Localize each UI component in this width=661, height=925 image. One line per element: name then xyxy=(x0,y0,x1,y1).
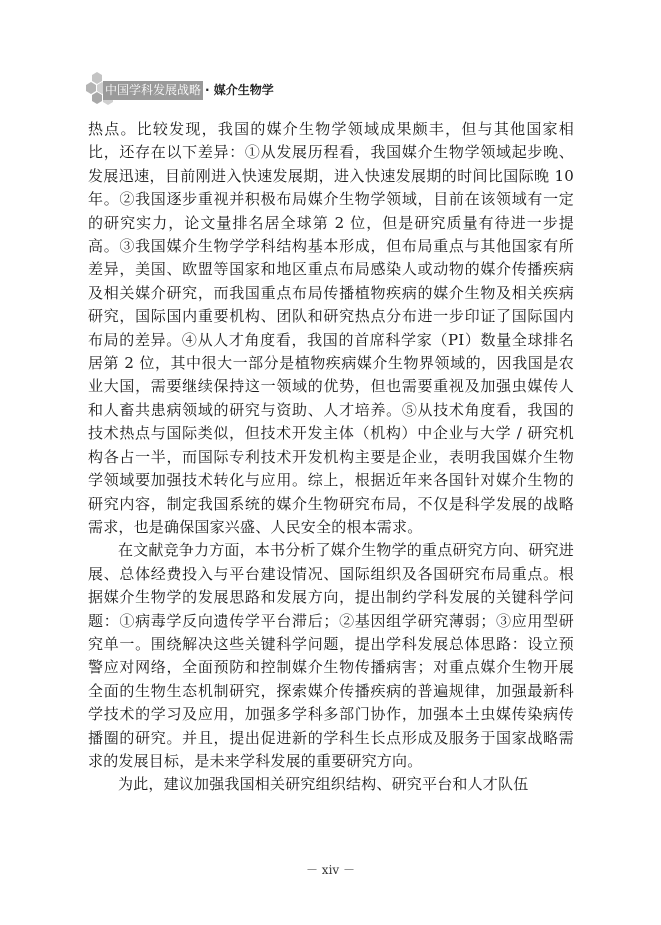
paragraph-2: 在文献竞争力方面，本书分析了媒介生物学的重点研究方向、研究进展、总体经费投入与平台建设情况、国际组织及各国研究布局重点。根据媒介生物学的发展思路和发展方向，提出制约学科发展的关键科学问题：①病毒学反向遗传学平台滞后；②基因组学研究薄弱；③应用型研究单一。围绕解决这些关键科学问题，提出学科发展总体思路：设立预警应对网络，全面预防和控制媒介生物传播病害；对重点媒介生物开展全面的生物生态机制研究，探索媒介传播疾病的普遍规律，加强最新科学技术的学习及应用，加强多学科多部门协作，加强本土虫媒传染病传播圈的研究。并且，提出促进新的学科生长点形成及服务于国家战略需求的发展目标，是未来学科发展的重要研究方向。 xyxy=(88,541,574,770)
paragraph-3: 为此，建议加强我国相关研究组织结构、研究平台和人才队伍 xyxy=(118,775,529,794)
paragraph-1: 热点。比较发现，我国的媒介生物学领域成果颇丰，但与其他国家相比，还存在以下差异：①从发展历程看，我国媒介生物学领域起步晚、发展迅速，目前刚进入快速发展期，进入快速发展期的时间比国际晚 10 年。②我国逐步重视并积极布局媒介生物学领域，目前在该领域有一定的研究实力，论文量排名居全球第 2 位，但是研究质量有待进一步提高。③我国媒介生物学学科结构基本形成，但布局重点与其他国家有所差异，美国、欧盟等国家和地区重点布局感染人或动物的媒介传播疾病及相关媒介研究，而我国重点布局传播植物疾病的媒介生物及相关疾病研究，国际国内重要机构、团队和研究热点分布进一步印证了国际国内布局的差异。④从人才角度看，我国的首席科学家（PI）数量全球排名居第 2 位，其中很大一部分是植物疾病媒介生物界领域的，因我国是农业大国，需要继续保持这一领域的优势，但也需要重视及加强虫媒传人和人畜共患病领域的研究与资助、人才培养。⑤从技术角度看，我国的技术热点与国际类似，但技术开发主体（机构）中企业与大学 / 研究机构各占一半，而国际专利技术开发机构主要是企业，表明我国媒介生物学领域要加强技术转化与应用。综上，根据近年来各国针对媒介生物的研究内容，制定我国系统的媒介生物研究布局，不仅是科学发展的战略需求，也是确保国家兴盛、人民安全的根本需求。 xyxy=(88,120,574,536)
running-header xyxy=(84,72,384,108)
page-number: － xiv － xyxy=(305,863,355,877)
series-title: 中国学科发展战略 xyxy=(103,81,203,100)
book-title: · 媒介生物学 xyxy=(205,83,274,97)
body-text xyxy=(88,118,574,848)
